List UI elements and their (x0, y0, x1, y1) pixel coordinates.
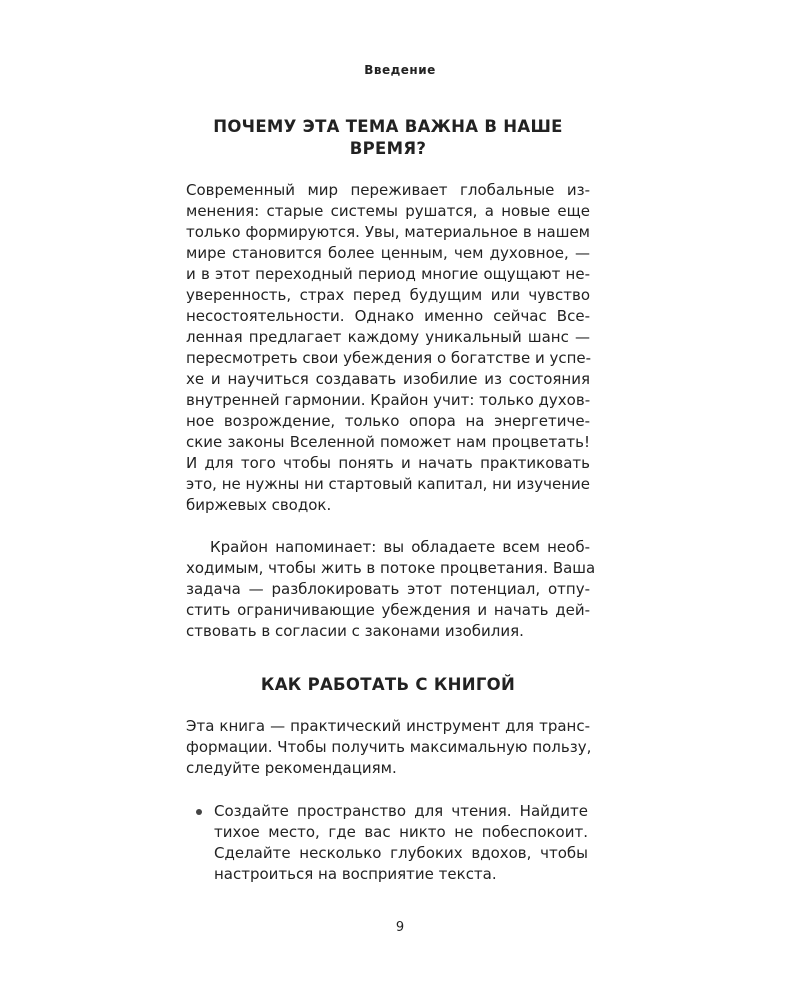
text-line: пересмотреть свои убеждения о богатстве и успе- (186, 349, 592, 367)
heading-line: ВРЕМЯ? (349, 139, 427, 158)
text-line: Крайон напоминает: вы обладаете всем необ- (210, 538, 590, 556)
text-line: биржевых сводок. (186, 496, 332, 514)
section-heading-how-to-work (186, 674, 590, 696)
running-head: Введение (364, 63, 436, 77)
heading-text: КАК РАБОТАТЬ С КНИГОЙ (260, 675, 516, 694)
text-line: уверенность, страх перед будущим или чувство (186, 286, 590, 304)
text-line: ствовать в согласии с законами изобилия. (186, 622, 524, 640)
text-line: мире становится более ценным, чем духовное, — (186, 244, 590, 262)
heading-line: ПОЧЕМУ ЭТА ТЕМА ВАЖНА В НАШЕ (213, 117, 563, 136)
paragraph-modern-world (186, 180, 590, 516)
text-line: ное возрождение, только опора на энергетиче- (186, 412, 590, 430)
text-line: ленная предлагает каждому уникальный шанс — (186, 328, 590, 346)
text-line: формации. Чтобы получить максимальную пользу, (186, 738, 592, 756)
text-line: Создайте пространство для чтения. Найдите (214, 802, 588, 820)
text-line: следуйте рекомендациям. (186, 759, 397, 777)
list-item (196, 801, 590, 891)
text-line: Эта книга — практический инструмент для транс- (186, 717, 590, 735)
text-line: задача — разблокировать этот потенциал, отпу- (186, 580, 590, 598)
text-line: ходимым, чтобы жить в потоке процветания. Ваша (186, 559, 596, 577)
text-line: стить ограничивающие убеждения и начать дей- (186, 601, 590, 619)
text-line: внутренней гармонии. Крайон учит: только духов- (186, 391, 591, 409)
text-line: тихое место, где вас никто не побеспокоит. (214, 823, 588, 841)
paragraph-kryon-reminds (186, 537, 596, 642)
text-line: Современный мир переживает глобальные из- (186, 181, 590, 199)
bullet-icon (196, 809, 202, 815)
text-line: и в этот переходный период многие ощущают не- (186, 265, 590, 283)
text-line: Сделайте несколько глубоких вдохов, чтобы (214, 844, 588, 862)
text-line: несостоятельности. Однако именно сейчас Все- (186, 307, 590, 325)
text-line: это, не нужны ни стартовый капитал, ни изучение (186, 475, 590, 493)
text-line: настроиться на восприятие текста. (214, 865, 497, 883)
text-line: менения: старые системы рушатся, а новые еще (186, 202, 590, 220)
text-line: хе и научиться создавать изобилие из состояния (186, 370, 590, 388)
section-heading-why-important (186, 116, 590, 160)
text-line: только формируются. Увы, материальное в нашем (186, 223, 590, 241)
text-line: ские законы Вселенной поможет нам процветать! (186, 433, 590, 451)
text-line: И для того чтобы понять и начать практиковать (186, 454, 590, 472)
page-number: 9 (395, 920, 405, 935)
paragraph-book-intro (186, 716, 590, 779)
